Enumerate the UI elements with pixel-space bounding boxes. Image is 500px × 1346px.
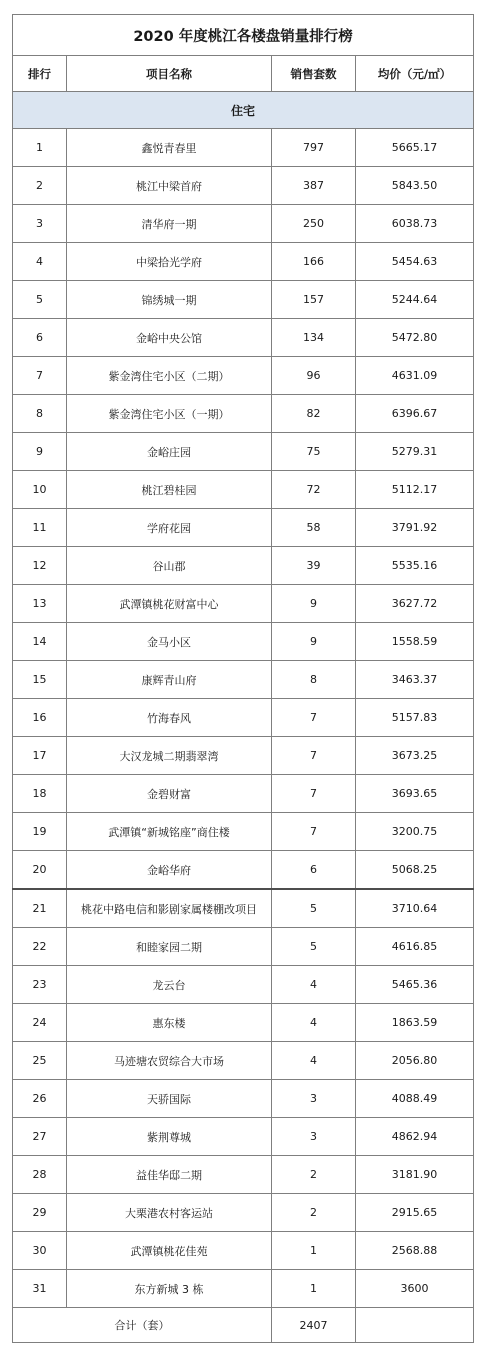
units-cell: 157 [272,281,356,319]
units-cell: 5 [272,889,356,928]
price-cell: 1863.59 [356,1004,474,1042]
table-row [13,1232,474,1270]
rank-cell: 1 [13,129,67,167]
table-row [13,1270,474,1308]
table-row [13,1194,474,1232]
section-label: 住宅 [13,92,474,129]
rank-cell: 15 [13,661,67,699]
total-label: 合计（套） [13,1308,272,1343]
rank-cell: 5 [13,281,67,319]
table-row [13,813,474,851]
project-name-cell: 金峪中央公馆 [67,319,272,357]
project-name-cell: 紫金湾住宅小区（一期） [67,395,272,433]
units-cell: 58 [272,509,356,547]
rank-cell: 8 [13,395,67,433]
price-cell: 1558.59 [356,623,474,661]
units-cell: 7 [272,775,356,813]
units-cell: 134 [272,319,356,357]
section-row [13,92,474,129]
table-row [13,661,474,699]
rank-cell: 23 [13,966,67,1004]
units-cell: 9 [272,623,356,661]
units-cell: 3 [272,1080,356,1118]
price-cell: 4616.85 [356,928,474,966]
table-row [13,395,474,433]
table-row [13,966,474,1004]
header-rank: 排行 [13,56,67,92]
rank-cell: 17 [13,737,67,775]
project-name-cell: 大汉龙城二期翡翠湾 [67,737,272,775]
table-row [13,775,474,813]
price-cell: 5472.80 [356,319,474,357]
rank-cell: 4 [13,243,67,281]
project-name-cell: 龙云台 [67,966,272,1004]
project-name-cell: 竹海春风 [67,699,272,737]
project-name-cell: 大栗港农村客运站 [67,1194,272,1232]
price-cell: 3710.64 [356,889,474,928]
total-row [13,1308,474,1343]
units-cell: 2 [272,1194,356,1232]
price-cell: 4862.94 [356,1118,474,1156]
price-cell: 4631.09 [356,357,474,395]
rank-cell: 29 [13,1194,67,1232]
price-cell: 2056.80 [356,1042,474,1080]
table-row [13,623,474,661]
rank-cell: 11 [13,509,67,547]
units-cell: 2 [272,1156,356,1194]
rank-cell: 27 [13,1118,67,1156]
price-cell: 5454.63 [356,243,474,281]
rank-cell: 16 [13,699,67,737]
units-cell: 166 [272,243,356,281]
project-name-cell: 紫荆尊城 [67,1118,272,1156]
units-cell: 6 [272,851,356,890]
table-row [13,547,474,585]
price-cell: 3791.92 [356,509,474,547]
table-row [13,205,474,243]
price-cell: 3693.65 [356,775,474,813]
project-name-cell: 金马小区 [67,623,272,661]
price-cell: 5535.16 [356,547,474,585]
units-cell: 1 [272,1232,356,1270]
project-name-cell: 惠东楼 [67,1004,272,1042]
rank-cell: 31 [13,1270,67,1308]
price-cell: 6396.67 [356,395,474,433]
units-cell: 96 [272,357,356,395]
table-row [13,433,474,471]
project-name-cell: 桃花中路电信和影剧家属楼棚改项目 [67,889,272,928]
rank-cell: 7 [13,357,67,395]
units-cell: 4 [272,1042,356,1080]
price-cell: 5843.50 [356,167,474,205]
project-name-cell: 谷山郡 [67,547,272,585]
rank-cell: 14 [13,623,67,661]
rank-cell: 19 [13,813,67,851]
price-cell: 2568.88 [356,1232,474,1270]
table-row [13,281,474,319]
rank-cell: 21 [13,889,67,928]
project-name-cell: 益佳华邸二期 [67,1156,272,1194]
price-cell: 2915.65 [356,1194,474,1232]
table-body [13,92,474,1308]
project-name-cell: 金峪华府 [67,851,272,890]
units-cell: 4 [272,966,356,1004]
table-row [13,851,474,890]
price-cell: 3463.37 [356,661,474,699]
rank-cell: 18 [13,775,67,813]
price-cell: 5279.31 [356,433,474,471]
project-name-cell: 清华府一期 [67,205,272,243]
ranking-table [12,14,474,1343]
project-name-cell: 康辉青山府 [67,661,272,699]
price-cell: 5112.17 [356,471,474,509]
project-name-cell: 武潭镇“新城铭座”商住楼 [67,813,272,851]
table-row [13,1118,474,1156]
header-average-price: 均价（元/㎡） [356,56,474,92]
project-name-cell: 桃江中梁首府 [67,167,272,205]
table-row [13,585,474,623]
project-name-cell: 马迹塘农贸综合大市场 [67,1042,272,1080]
table-row [13,737,474,775]
units-cell: 72 [272,471,356,509]
price-cell: 3673.25 [356,737,474,775]
units-cell: 250 [272,205,356,243]
rank-cell: 9 [13,433,67,471]
price-cell: 5665.17 [356,129,474,167]
project-name-cell: 金峪庄园 [67,433,272,471]
units-cell: 8 [272,661,356,699]
units-cell: 75 [272,433,356,471]
rank-cell: 25 [13,1042,67,1080]
price-cell: 3200.75 [356,813,474,851]
rank-cell: 20 [13,851,67,890]
project-name-cell: 东方新城 3 栋 [67,1270,272,1308]
price-cell: 6038.73 [356,205,474,243]
units-cell: 82 [272,395,356,433]
table-title: 2020 年度桃江各楼盘销量排行榜 [13,15,474,56]
rank-cell: 10 [13,471,67,509]
rank-cell: 22 [13,928,67,966]
header-row [13,56,474,92]
table-row [13,167,474,205]
price-cell: 3181.90 [356,1156,474,1194]
total-price [356,1308,474,1343]
units-cell: 7 [272,813,356,851]
units-cell: 1 [272,1270,356,1308]
total-units: 2407 [272,1308,356,1343]
rank-cell: 13 [13,585,67,623]
ranking-sheet [12,14,473,1343]
table-row [13,319,474,357]
units-cell: 387 [272,167,356,205]
price-cell: 5157.83 [356,699,474,737]
project-name-cell: 锦绣城一期 [67,281,272,319]
table-row [13,509,474,547]
rank-cell: 24 [13,1004,67,1042]
project-name-cell: 紫金湾住宅小区（二期） [67,357,272,395]
rank-cell: 12 [13,547,67,585]
rank-cell: 30 [13,1232,67,1270]
rank-cell: 2 [13,167,67,205]
table-row [13,1080,474,1118]
project-name-cell: 学府花园 [67,509,272,547]
header-units-sold: 销售套数 [272,56,356,92]
project-name-cell: 天骄国际 [67,1080,272,1118]
price-cell: 5465.36 [356,966,474,1004]
project-name-cell: 桃江碧桂园 [67,471,272,509]
price-cell: 5068.25 [356,851,474,890]
table-row [13,1156,474,1194]
project-name-cell: 武潭镇桃花财富中心 [67,585,272,623]
table-row [13,129,474,167]
table-row [13,1042,474,1080]
project-name-cell: 金碧财富 [67,775,272,813]
table-row [13,471,474,509]
project-name-cell: 武潭镇桃花佳苑 [67,1232,272,1270]
price-cell: 3600 [356,1270,474,1308]
table-row [13,1004,474,1042]
price-cell: 5244.64 [356,281,474,319]
table-row [13,243,474,281]
units-cell: 797 [272,129,356,167]
units-cell: 4 [272,1004,356,1042]
rank-cell: 3 [13,205,67,243]
table-row [13,928,474,966]
units-cell: 5 [272,928,356,966]
price-cell: 4088.49 [356,1080,474,1118]
project-name-cell: 鑫悦青春里 [67,129,272,167]
project-name-cell: 中梁拾光学府 [67,243,272,281]
units-cell: 7 [272,737,356,775]
units-cell: 9 [272,585,356,623]
table-row [13,357,474,395]
price-cell: 3627.72 [356,585,474,623]
table-row [13,699,474,737]
rank-cell: 28 [13,1156,67,1194]
header-project-name: 项目名称 [67,56,272,92]
rank-cell: 26 [13,1080,67,1118]
project-name-cell: 和睦家园二期 [67,928,272,966]
units-cell: 7 [272,699,356,737]
rank-cell: 6 [13,319,67,357]
table-row [13,889,474,928]
units-cell: 39 [272,547,356,585]
units-cell: 3 [272,1118,356,1156]
